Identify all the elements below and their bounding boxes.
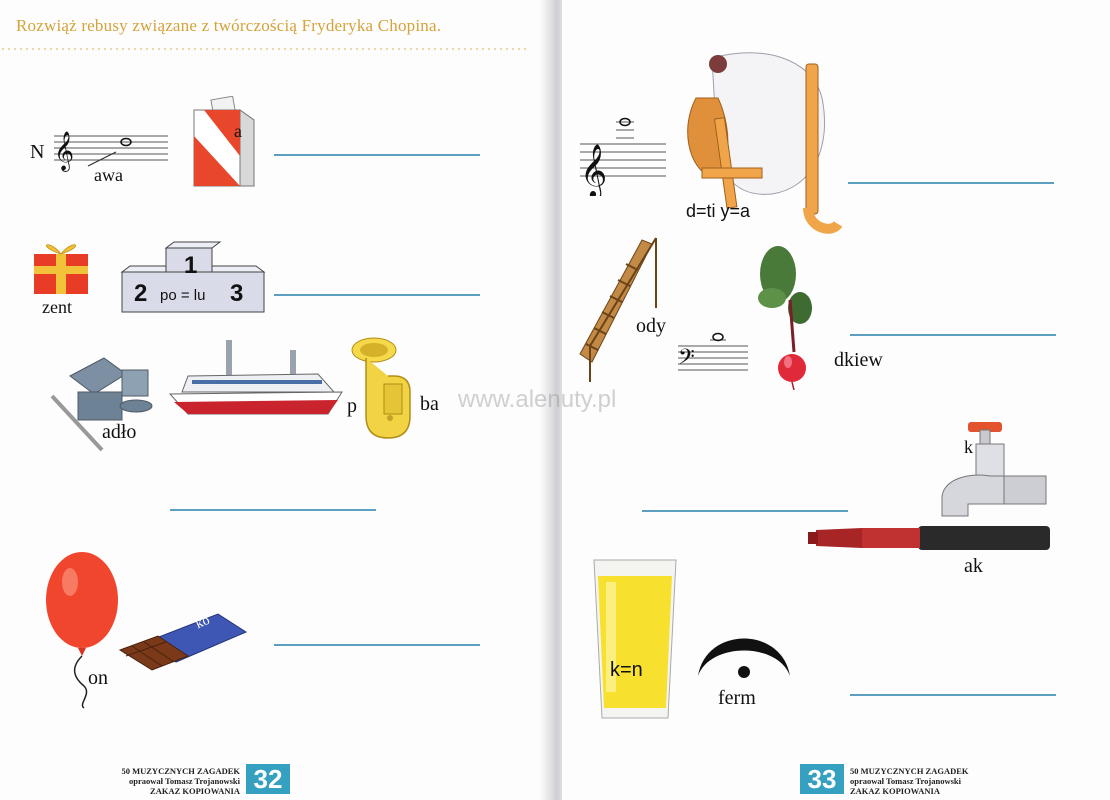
podium-equation: po = lu — [160, 287, 206, 304]
rebus-letter-n: N — [30, 141, 45, 163]
footer-left — [86, 766, 240, 796]
chocolate-bar-icon — [118, 612, 248, 672]
marker-pen-icon — [808, 520, 1052, 556]
juice-box-icon — [190, 96, 260, 188]
podium-number-2: 2 — [134, 280, 148, 307]
rebus-text-ko: ko — [193, 612, 213, 633]
footer-line-1: 50 MUZYCZNYCH ZAGADEK — [121, 766, 240, 776]
rebus-text-adlo: adło — [102, 421, 137, 443]
instruction-title: Rozwiąż rebusy związane z twórczością Fryderyka Chopina. — [16, 16, 442, 35]
footer-line-2: opraował Tomasz Trojanowski — [129, 776, 240, 786]
rebus-letter-p: p — [347, 395, 357, 417]
bass-staff-icon — [676, 326, 750, 378]
rebus-text-ba: ba — [420, 393, 439, 415]
answer-line — [850, 694, 1056, 696]
dotted-divider — [0, 46, 530, 52]
faucet-icon — [938, 420, 1052, 520]
rebus-letter-a: a — [234, 121, 242, 141]
podium-number-3: 3 — [230, 280, 244, 307]
answer-line — [848, 182, 1054, 184]
answer-line — [274, 294, 480, 296]
answer-line — [170, 509, 376, 511]
stairs-icon — [576, 236, 662, 386]
footer-line-2: opraował Tomasz Trojanowski — [850, 776, 961, 786]
rebus-text-on: on — [88, 667, 108, 689]
watermark-text: www.alenuty.pl — [458, 386, 617, 413]
rebus-text-ak: ak — [964, 555, 983, 577]
podium-number-1: 1 — [184, 252, 198, 279]
answer-line — [274, 644, 480, 646]
rebus-text-awa: awa — [94, 165, 123, 185]
svg-text:𝄢: 𝄢 — [678, 345, 695, 375]
answer-line — [642, 510, 848, 512]
rebus-letter-k: k — [964, 437, 973, 457]
answer-line — [850, 334, 1056, 336]
answer-line — [274, 154, 480, 156]
rebus-text-ferm: ferm — [718, 687, 756, 709]
svg-text:𝄞: 𝄞 — [580, 143, 608, 196]
tuba-icon — [350, 332, 414, 444]
radish-icon — [756, 244, 820, 390]
ferry-ship-icon — [168, 336, 344, 418]
page-number-right: 33 — [800, 764, 844, 794]
right-page — [562, 0, 1110, 800]
rebus-text-d-ti-y-a: d=ti y=a — [686, 201, 751, 221]
treble-staff-high-note-icon — [576, 114, 668, 196]
footer-line-3: ZAKAZ KOPIOWANIA — [850, 786, 940, 796]
rebus-text-zent: zent — [42, 297, 72, 317]
juice-glass-icon — [592, 558, 678, 722]
page-number-left: 32 — [246, 764, 290, 794]
rebus-text-k-eq-n: k=n — [610, 659, 643, 681]
fermata-icon — [692, 620, 796, 682]
svg-text:𝄞: 𝄞 — [54, 131, 75, 171]
footer-line-3: ZAKAZ KOPIOWANIA — [150, 786, 240, 796]
rebus-text-dkiew: dkiew — [834, 349, 883, 371]
footer-right — [850, 766, 1010, 796]
footer-line-1: 50 MUZYCZNYCH ZAGADEK — [850, 766, 969, 776]
rebus-text-ody: ody — [636, 315, 666, 337]
gift-box-icon — [28, 236, 94, 298]
